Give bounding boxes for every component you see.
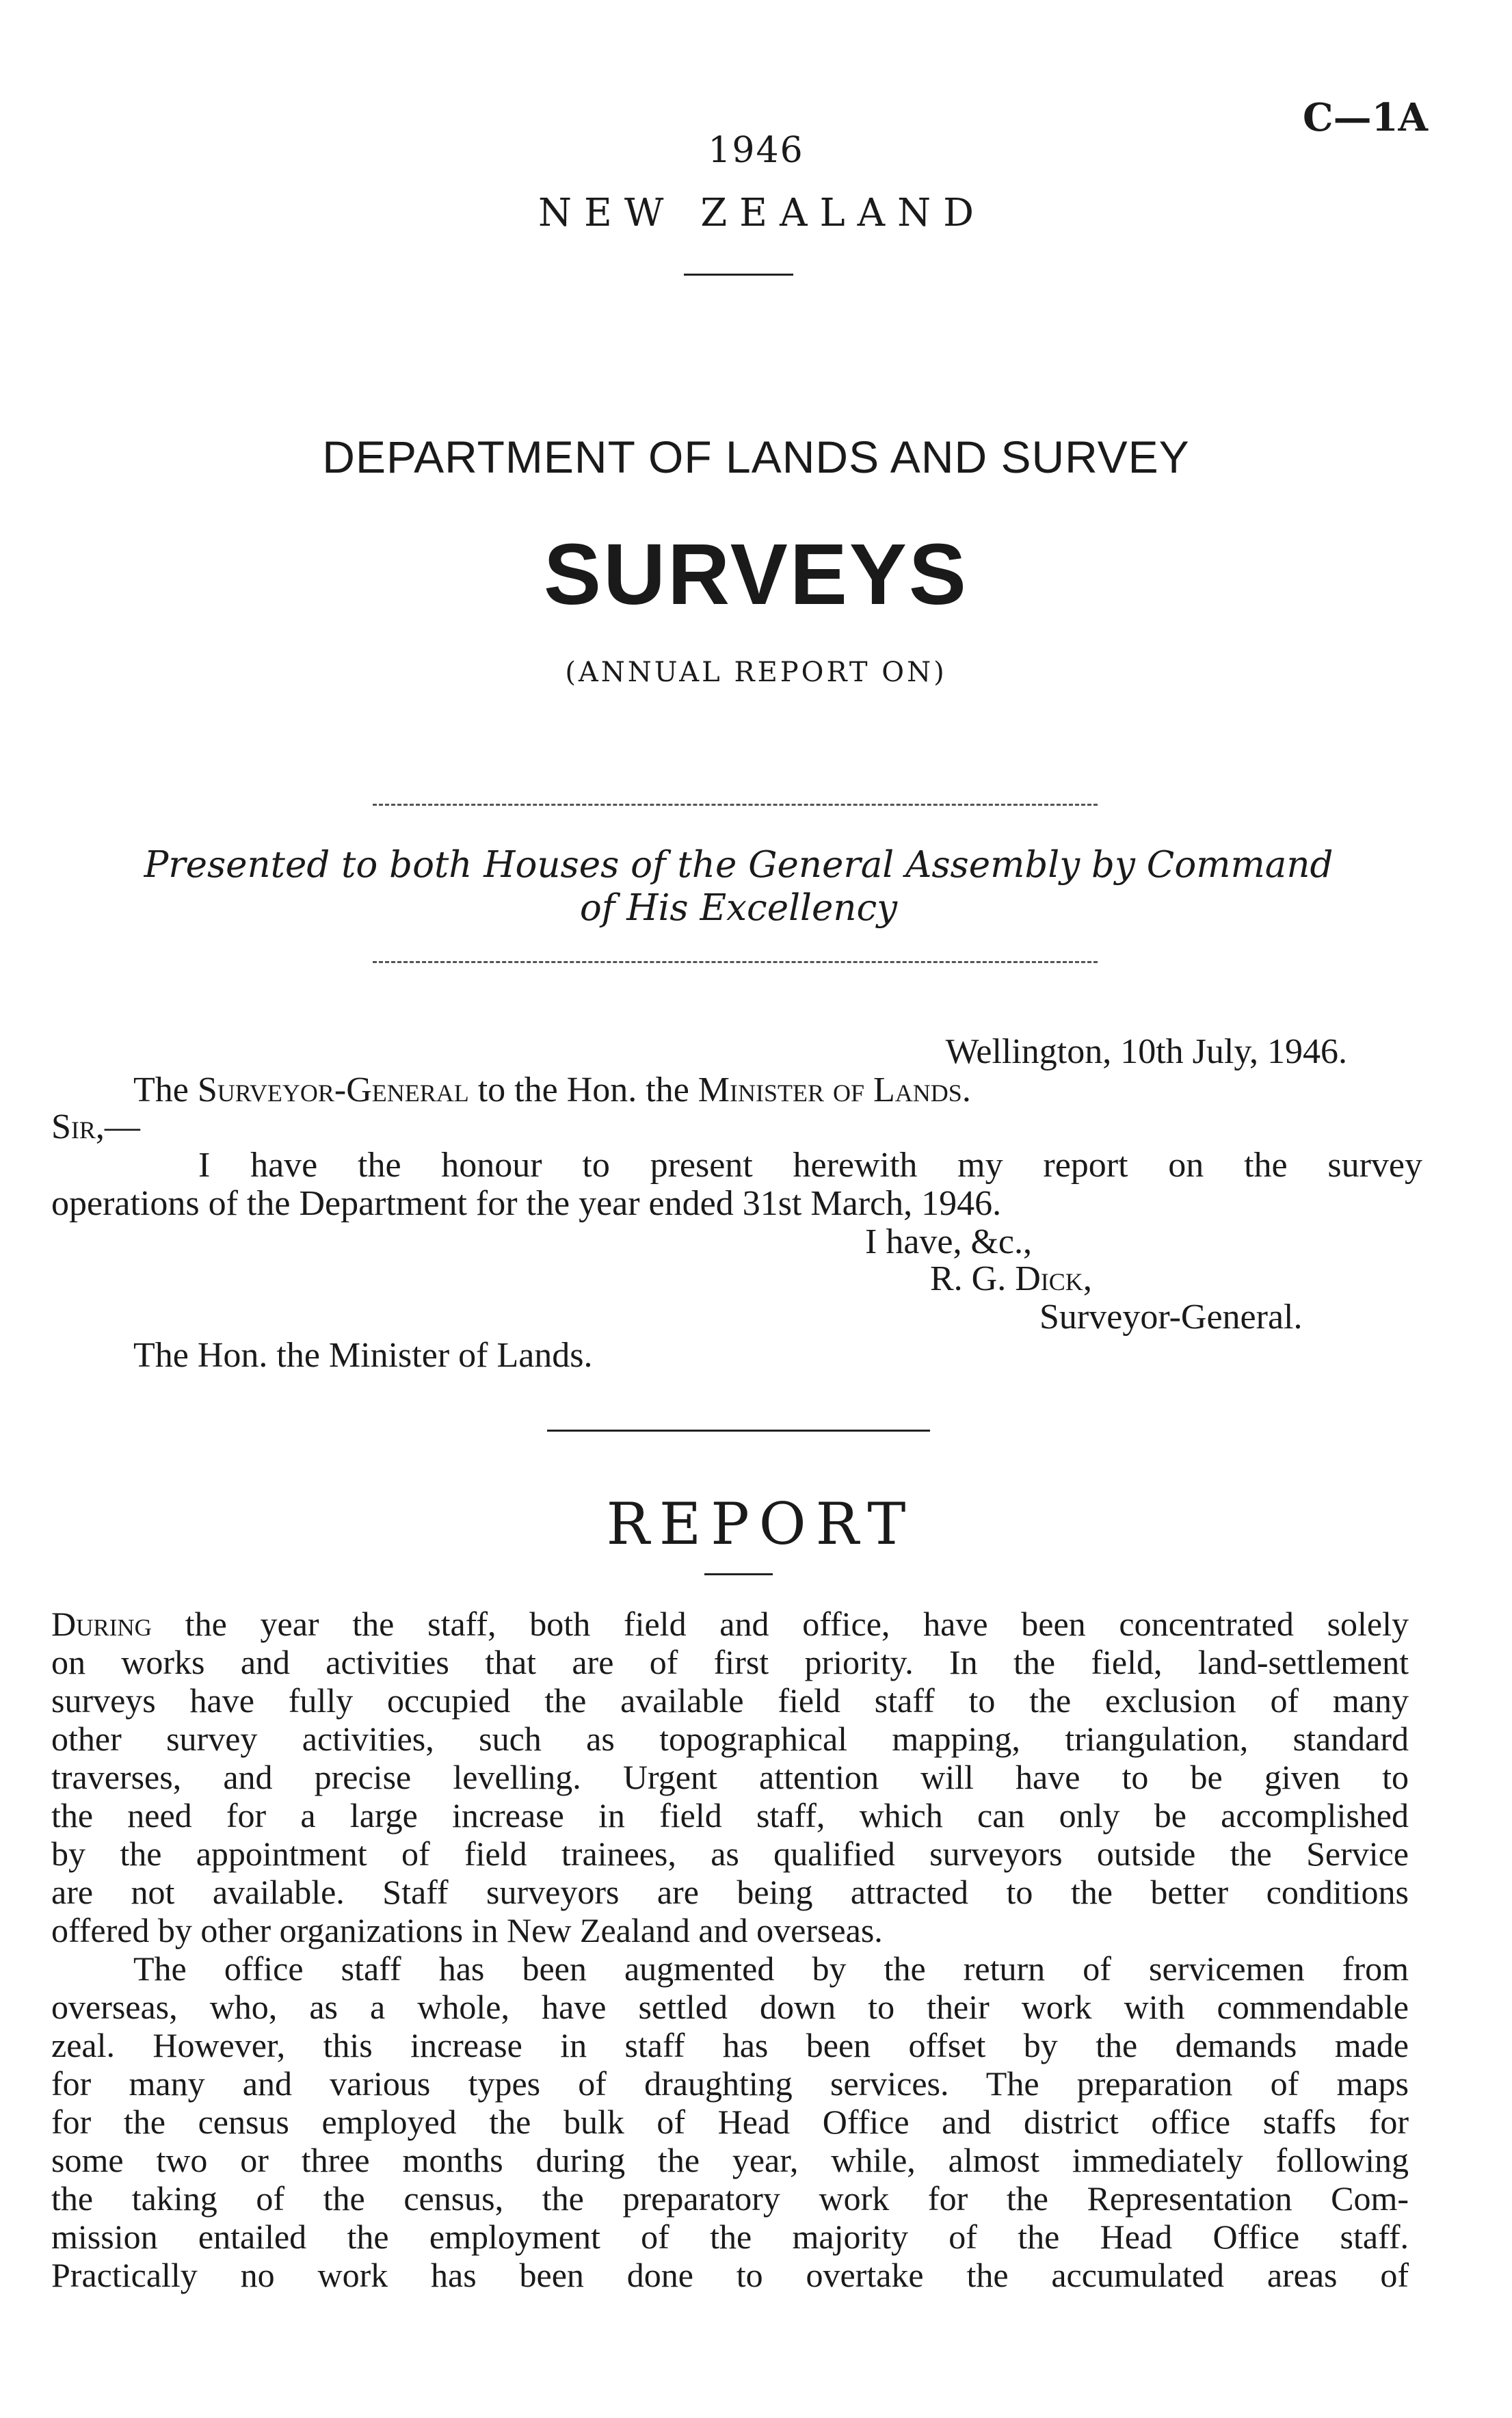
report-line: by the appointment of field trainees, as qualified surveyors outside the Service — [51, 1835, 1409, 1873]
report-line: traverses, and precise levelling. Urgent attention will have to be given to — [51, 1758, 1409, 1796]
paper-code — [1303, 96, 1428, 140]
signatory-suffix: , — [1083, 1259, 1092, 1298]
report-heading-divider — [704, 1573, 773, 1575]
report-line: mission entailed the employment of the majority of the Head Office staff. — [51, 2218, 1409, 2256]
address-pre: The — [133, 1070, 198, 1109]
report-heading: REPORT — [606, 1490, 916, 1558]
address-mid: to the Hon. the — [468, 1070, 698, 1109]
letter-recipient: The Hon. the Minister of Lands. — [133, 1336, 593, 1375]
report-line: for many and various types of draughting services. The preparation of maps — [51, 2064, 1409, 2103]
letter-body-line-2: operations of the Department for the year ended 31st March, 1946. — [51, 1184, 1002, 1223]
presented-bottom-divider — [373, 961, 1098, 963]
report-line: surveys have fully occupied the available field staff to the exclusion of many — [51, 1681, 1409, 1720]
report-year: 1946 — [708, 130, 804, 171]
letter-closing: I have, &c., — [865, 1222, 1033, 1261]
line-text: the year the staff, both field and office, have been concentrated solely — [151, 1605, 1409, 1643]
report-subtitle: (ANNUAL REPORT ON) — [565, 657, 947, 688]
letter-place-date: Wellington, 10th July, 1946. — [945, 1032, 1347, 1071]
signatory-surname: Dick — [1015, 1259, 1083, 1298]
report-top-divider — [547, 1430, 930, 1432]
paragraph-lead: During — [51, 1605, 152, 1643]
presented-top-divider — [373, 804, 1098, 806]
report-line: The office staff has been augmented by the return of servicemen from — [133, 1949, 1409, 1988]
report-line: overseas, who, as a whole, have settled down to their work with commendable — [51, 1988, 1409, 2026]
presented-line-2: of His Excellency — [579, 887, 898, 929]
report-line: other survey activities, such as topographical mapping, triangulation, standard — [51, 1720, 1409, 1758]
address-to: Minister of Lands — [698, 1070, 962, 1109]
report-line — [51, 1605, 1409, 1643]
letter-salutation: Sir,— — [51, 1107, 140, 1146]
letter-address-line — [133, 1071, 971, 1109]
letter-signatory — [930, 1260, 1092, 1298]
header-divider — [684, 274, 793, 276]
country-name: NEW ZEALAND — [538, 191, 986, 235]
report-line: offered by other organizations in New Zealand and overseas. — [51, 1911, 883, 1949]
report-line: the taking of the census, the preparatory work for the Representation Com- — [51, 2179, 1409, 2218]
report-line: on works and activities that are of first priority. In the field, land-settlement — [51, 1643, 1409, 1681]
department-title: DEPARTMENT OF LANDS AND SURVEY — [322, 432, 1190, 482]
report-line: some two or three months during the year, while, almost immediately following — [51, 2141, 1409, 2179]
address-from: Surveyor-General — [197, 1070, 469, 1109]
letter-body-line-1: I have the honour to present herewith my report on the survey — [198, 1146, 1422, 1185]
address-end: . — [961, 1070, 971, 1109]
main-title: SURVEYS — [544, 526, 968, 622]
signatory-initials: R. G. — [930, 1259, 1016, 1298]
report-line: Practically no work has been done to overtake the accumulated areas of — [51, 2256, 1409, 2294]
letter-signatory-title: Surveyor-General. — [1039, 1298, 1303, 1337]
paper-code-text: C—1A — [1303, 95, 1428, 140]
report-line: for the census employed the bulk of Head Office and district office staffs for — [51, 2103, 1409, 2141]
report-line: zeal. However, this increase in staff has been offset by the demands made — [51, 2026, 1409, 2064]
report-line: the need for a large increase in field staff, which can only be accomplished — [51, 1796, 1409, 1835]
report-line: are not available. Staff surveyors are being attracted to the better conditions — [51, 1873, 1409, 1911]
presented-line-1: Presented to both Houses of the General Assembly by Command — [144, 844, 1334, 886]
